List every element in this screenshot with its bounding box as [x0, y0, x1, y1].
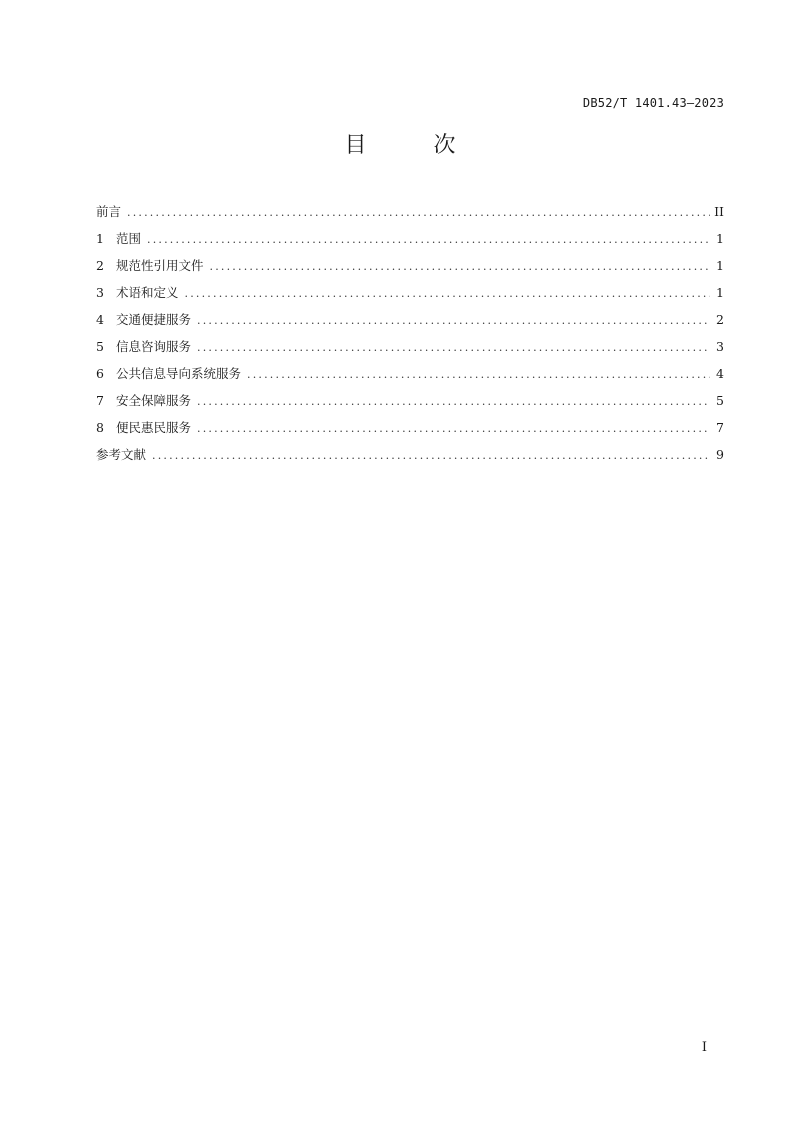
toc-entry-label: 信息咨询服务 [116, 339, 192, 354]
toc-leader-dots [197, 311, 710, 331]
toc-entry-page: 1 [716, 231, 724, 246]
toc-entry-number: 3 [96, 285, 104, 300]
toc-leader-dots [152, 446, 710, 466]
toc-entry-number: 2 [96, 258, 104, 273]
toc-entry-1[interactable] [96, 229, 724, 256]
toc-entry-number: 8 [96, 420, 104, 435]
toc-entry-label: 前言 [96, 204, 122, 219]
toc-entry-3[interactable] [96, 283, 724, 310]
toc-entry-6[interactable] [96, 364, 724, 391]
toc-leader-dots [247, 365, 710, 385]
toc-entry-number: 1 [96, 231, 104, 246]
toc-entry-label: 术语和定义 [116, 285, 179, 300]
toc-list [96, 202, 724, 472]
toc-entry-7[interactable] [96, 391, 724, 418]
toc-entry-number: 4 [96, 312, 104, 327]
toc-entry-references[interactable] [96, 445, 724, 472]
document-code: DB52/T 1401.43—2023 [582, 96, 724, 110]
toc-entry-label: 安全保障服务 [116, 393, 192, 408]
toc-entry-page: 5 [716, 393, 724, 408]
toc-leader-dots [197, 392, 710, 412]
toc-entry-page: 1 [716, 285, 724, 300]
toc-entry-4[interactable] [96, 310, 724, 337]
toc-entry-page: 3 [716, 339, 724, 354]
toc-entry-label: 交通便捷服务 [116, 312, 192, 327]
toc-entry-page: 2 [716, 312, 724, 327]
toc-entry-page: 7 [716, 420, 724, 435]
toc-leader-dots [147, 230, 710, 250]
toc-leader-dots [185, 284, 710, 304]
toc-entry-label: 便民惠民服务 [116, 420, 192, 435]
toc-entry-label: 公共信息导向系统服务 [116, 366, 242, 381]
toc-title: 目 次 [344, 133, 486, 158]
toc-entry-8[interactable] [96, 418, 724, 445]
toc-entry-page: 9 [716, 447, 724, 462]
page-number: I [701, 1040, 707, 1055]
toc-leader-dots [197, 338, 710, 358]
toc-leader-dots [197, 419, 710, 439]
toc-entry-number: 7 [96, 393, 104, 408]
toc-entry-2[interactable] [96, 256, 724, 283]
toc-entry-number: 5 [96, 339, 104, 354]
toc-entry-page: 4 [716, 366, 724, 381]
toc-entry-page: II [714, 204, 724, 219]
toc-leader-dots [210, 257, 710, 277]
toc-entry-label: 参考文献 [96, 447, 147, 462]
toc-entry-5[interactable] [96, 337, 724, 364]
toc-entry-page: 1 [716, 258, 724, 273]
toc-entry-label: 规范性引用文件 [116, 258, 204, 273]
toc-entry-label: 范围 [116, 231, 142, 246]
toc-entry-foreword[interactable] [96, 202, 724, 229]
toc-entry-number: 6 [96, 366, 104, 381]
toc-leader-dots [127, 203, 710, 223]
